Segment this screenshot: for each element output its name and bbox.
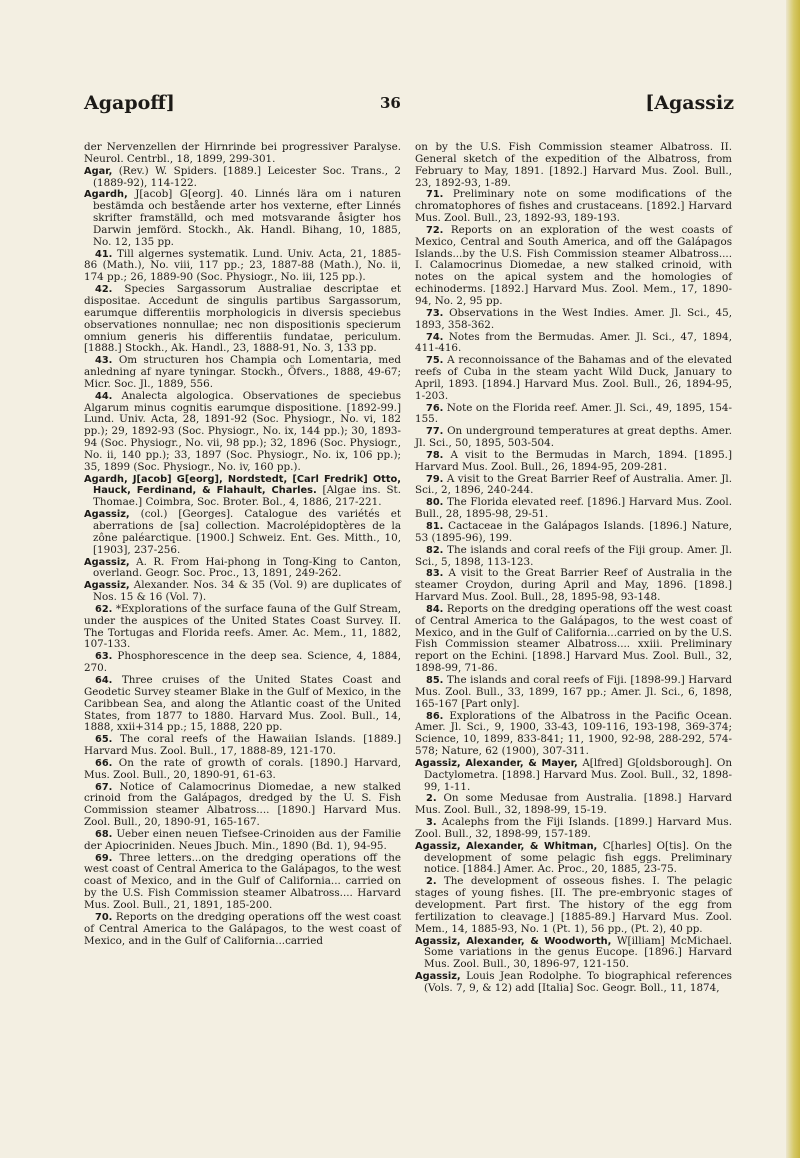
- entry-text: A. R. From Hai-phong in Tong-King to Canton, overland. Geogr. Soc. Proc., 13, 1891, 249-262.: [93, 555, 401, 580]
- entry-author: Agardh, J[acob] G[eorg], Nordstedt, [Carl Fredrik] Otto, Hauck, Ferdinand, & Flahault, Charles.: [84, 473, 401, 497]
- bibliography-entry: [84, 166, 401, 190]
- page-edge: [786, 0, 800, 1158]
- entry-number: 71.: [426, 189, 444, 201]
- entry-number: 75.: [426, 355, 444, 367]
- bibliography-entry: [84, 758, 401, 782]
- bibliography-entry: [415, 793, 732, 817]
- entry-number: 76.: [426, 402, 444, 414]
- entry-author: Agassiz,: [84, 580, 130, 592]
- bibliography-entry: [84, 912, 401, 948]
- bibliography-entry: [84, 284, 401, 355]
- entry-author: Agassiz, Alexander, & Mayer,: [415, 757, 578, 769]
- entry-text: [Algae ins. St. Thomae.] Coimbra, Soc. Broter. Bol., 4, 1886, 217-221.: [93, 484, 401, 509]
- bibliography-entry: [415, 841, 732, 877]
- running-head-left: Agapoff]: [84, 92, 175, 114]
- bibliography-entry: [84, 829, 401, 853]
- entry-number: 44.: [95, 390, 113, 402]
- entry-text: On underground temperatures at great depths. Amer. Jl. Sci., 50, 1895, 503-504.: [415, 425, 732, 450]
- entry-number: 81.: [426, 521, 444, 532]
- entry-text: A visit to the Bermudas in March, 1894. [1895.] Harvard Mus. Zool. Bull., 26, 1894-95, 209-281.: [415, 448, 732, 473]
- entry-text: The development of osseous fishes. I. The pelagic stages of young fishes. [II. The pre-embryonic stages of development. Part first. The history of the egg from fertilization to cleavage.] [1885-89.] Harvard Mus. Zool. Mem., 14, 1885-93, No. 1 (Pt. 1), 56 pp., (Pt. 2), 40 pp.: [415, 875, 732, 935]
- bibliography-entry: [84, 782, 401, 829]
- bibliography-entry: [84, 580, 401, 604]
- entry-number: 2.: [426, 793, 437, 805]
- entry-text: A reconnoissance of the Bahamas and of the elevated reefs of Cuba in the steam yacht Wild Duck, January to April, 1893. [1894.] Harvard Mus. Zool. Bull., 26, 1894-95, 1-203.: [415, 354, 732, 402]
- entry-text: The coral reefs of the Hawaiian Islands. [1889.] Harvard Mus. Zool. Bull., 17, 1888-89, 121-170.: [84, 733, 401, 758]
- entry-text: The islands and coral reefs of the Fiji group. Amer. Jl. Sci., 5, 1898, 113-123.: [415, 543, 732, 568]
- entry-text: Explorations of the Albatross in the Pacific Ocean. Amer. Jl. Sci., 9, 1900, 33-43, 109-116, 193-198, 369-374; Science, 10, 1899, 833-841; 11, 1900, 92-98, 288-292, 574-578; Nature, 62 (1900), 307-311.: [415, 709, 732, 758]
- entry-author: Agassiz,: [84, 509, 130, 521]
- entry-author: Agassiz, Alexander, & Woodworth,: [415, 935, 612, 947]
- entry-number: 86.: [426, 710, 444, 722]
- bibliography-entry: [84, 651, 401, 675]
- bibliography-entry: [415, 604, 732, 675]
- entry-number: 3.: [426, 817, 437, 829]
- bibliography-entry: [415, 189, 732, 225]
- entry-number: 65.: [95, 734, 113, 746]
- entry-number: 77.: [426, 426, 444, 438]
- entry-text: Reports on an exploration of the west coasts of Mexico, Central and South America, and off the Galápagos Islands...by the U.S. Fish Commission steamer Albatross.... I. Calamocrinus Diomedae, a new stalked crinoid, with notes on the apical system and the homologies of echinoderms. [1892.] Harvard Mus. Zool. Mem., 17, 1890-94, No. 2, 95 pp.: [415, 223, 732, 307]
- bibliography-entry: [84, 853, 401, 912]
- entry-text: Louis Jean Rodolphe. To biographical references (Vols. 7, 9, & 12) add [Italia] Soc. Geogr. Boll., 11, 1874,: [424, 970, 732, 994]
- entry-text: (col.) [Georges]. Catalogue des variétés et aberrations de [sa] collection. Macrolépidoptères de la zône paléarctique. [1900.] Schweiz. Ent. Ges. Mitth., 10, [1903], 237-256.: [93, 508, 401, 556]
- entry-text: *Explorations of the surface fauna of the Gulf Stream, under the auspices of the United States Coast Survey. II. The Tortugas and Florida reefs. Amer. Ac. Mem., 11, 1882, 107-133.: [84, 602, 401, 651]
- bibliography-entry: [415, 308, 732, 332]
- entry-author: Agar,: [84, 165, 113, 177]
- entry-text: Three letters...on the dredging operations off the west coast of Central America to the Galápagos, to the west coast of Mexico, and in the Gulf of California... carried on by the U.S. Fish Commission steamer Albatross.... Harvard Mus. Zool. Bull., 21, 1891, 185-200.: [84, 851, 401, 911]
- bibliography-entry: [415, 142, 732, 189]
- entry-text: Cactaceae in the Galápagos Islands. [1896.] Nature, 53 (1895-96), 199.: [415, 520, 732, 544]
- bibliography-entry: [84, 249, 401, 285]
- entry-number: 70.: [95, 911, 113, 923]
- entry-number: 85.: [426, 674, 444, 686]
- bibliography-entry: [415, 971, 732, 995]
- left-column: [84, 142, 401, 947]
- entry-text: Note on the Florida reef. Amer. Jl. Sci., 49, 1895, 154-155.: [415, 401, 732, 426]
- entry-number: 68.: [95, 828, 113, 840]
- entry-author: Agassiz,: [415, 971, 461, 983]
- entry-number: 79.: [426, 473, 444, 485]
- entry-text: Three cruises of the United States Coast and Geodetic Survey steamer Blake in the Gulf of Mexico, in the Caribbean Sea, and along the Atlantic coast of the United States, from 1877 to 1880. Harvard Mus. Zool. Bull., 14, 1888, xxii+314 pp.; 15, 1888, 220 pp.: [84, 673, 402, 734]
- running-head-right: [Agassiz: [645, 92, 734, 114]
- bibliography-entry: [415, 568, 732, 604]
- entry-number: 63.: [95, 651, 113, 663]
- bibliography-entry: [415, 711, 732, 758]
- bibliography-entry: [84, 675, 401, 734]
- entry-number: 64.: [95, 674, 113, 686]
- entry-text: W[illiam] McMichael. Some variations in the genus Eucope. [1896.] Harvard Mus. Zool. Bull., 30, 1896-97, 121-150.: [424, 934, 732, 971]
- entry-number: 78.: [426, 449, 444, 461]
- entry-text: on by the U.S. Fish Commission steamer Albatross. II. General sketch of the expedition of the Albatross, from February to May, 1891. [1892.] Harvard Mus. Zool. Bull., 23, 1892-93, 1-89.: [415, 141, 732, 189]
- right-column: [415, 142, 732, 995]
- entry-author: Agardh,: [84, 189, 128, 201]
- entry-text: J[acob] G[eorg]. 40. Linnés lära om i naturen bestämda och bestående arter hos vexterne, efter Linnés skrifter framställd, och med motsvarande åsigter hos Darwin jemförd. Stockh., Ak. Handl. Bihang, 10, 1885, No. 12, 135 pp.: [93, 188, 401, 248]
- entry-text: Observations in the West Indies. Amer. Jl. Sci., 45, 1893, 358-362.: [415, 306, 732, 331]
- entry-number: 80.: [426, 497, 444, 509]
- entry-number: 42.: [95, 284, 113, 296]
- bibliography-entry: [415, 817, 732, 841]
- entry-text: On some Medusae from Australia. [1898.] Harvard Mus. Zool. Bull., 32, 1898-99, 15-19.: [415, 792, 732, 817]
- bibliography-entry: [84, 355, 401, 391]
- bibliography-entry: [415, 474, 732, 498]
- entry-text: Reports on the dredging operations off the west coast of Central America to the Galápagos, to the west coast of Mexico, and in the Gulf of California...carried: [84, 910, 401, 947]
- bibliography-entry: [415, 758, 732, 794]
- entry-text: C[harles] O[tis]. On the development of some pelagic fish eggs. Preliminary notice. [1884.] Amer. Ac. Proc., 20, 1885, 23-75.: [424, 839, 733, 876]
- entry-text: Notes from the Bermudas. Amer. Jl. Sci., 47, 1894, 411-416.: [415, 330, 732, 355]
- page-header: [84, 92, 734, 126]
- bibliography-entry: [415, 497, 732, 521]
- entry-number: 43.: [95, 355, 113, 367]
- entry-text: Phosphorescence in the deep sea. Science, 4, 1884, 270.: [84, 650, 402, 675]
- entry-text: Om structuren hos Champia och Lomentaria, med anledning af nyare tyningar. Stockh., Öfvers., 1888, 49-67; Micr. Soc. Jl., 1889, 556.: [84, 354, 401, 390]
- entry-number: 66.: [95, 757, 113, 769]
- bibliography-entry: [415, 426, 732, 450]
- bibliography-entry: [84, 142, 401, 166]
- entry-number: 62.: [95, 603, 113, 615]
- bibliography-entry: [84, 509, 401, 556]
- entry-text: A visit to the Great Barrier Reef of Australia in the steamer Croydon, during April and May, 1896. [1898.] Harvard Mus. Zool. Bull., 28, 1895-98, 93-148.: [415, 567, 732, 604]
- entry-number: 82.: [426, 544, 444, 556]
- bibliography-entry: [415, 450, 732, 474]
- entry-text: Preliminary note on some modifications of the chromatophores of fishes and crustaceans. [1892.] Harvard Mus. Zool. Bull., 23, 1892-93, 189-193.: [415, 188, 732, 225]
- entry-text: Notice of Calamocrinus Diomedae, a new stalked crinoid from the Galápagos, dredged by the U. S. Fish Commission steamer Albatross.... [1890.] Harvard Mus. Zool. Bull., 20, 1890-91, 165-167.: [84, 780, 401, 829]
- entry-number: 67.: [95, 781, 113, 793]
- bibliography-entry: [415, 876, 732, 935]
- bibliography-entry: [415, 675, 732, 711]
- entry-text: Acalephs from the Fiji Islands. [1899.] Harvard Mus. Zool. Bull., 32, 1898-99, 157-189.: [415, 816, 732, 840]
- entry-text: der Nervenzellen der Hirnrinde bei progressiver Paralyse. Neurol. Centrbl., 18, 1899, 299-301.: [84, 141, 401, 165]
- bibliography-entry: [84, 604, 401, 651]
- entry-author: Agassiz, Alexander, & Whitman,: [415, 840, 598, 852]
- bibliography-entry: [415, 936, 732, 972]
- entry-text: Till algernes systematik. Lund. Univ. Acta, 21, 1885-86 (Math.), No. viii, 117 pp.; 23, 1887-88 (Math.), No. ii, 174 pp.; 26, 1889-90 (Soc. Physiogr., No. iii, 125 pp.).: [84, 247, 401, 284]
- page-number: 36: [380, 94, 401, 112]
- entry-number: 69.: [95, 852, 113, 864]
- bibliography-entry: [415, 332, 732, 356]
- entry-text: A visit to the Great Barrier Reef of Australia. Amer. Jl. Sci., 2, 1896, 240-244.: [415, 472, 732, 497]
- entry-text: Ueber einen neuen Tiefsee-Crinoiden aus der Familie der Apiocriniden. Neues Jbuch. Min., 1890 (Bd. 1), 94-95.: [84, 827, 401, 852]
- entry-text: Alexander. Nos. 34 & 35 (Vol. 9) are duplicates of Nos. 15 & 16 (Vol. 7).: [93, 579, 401, 604]
- entry-text: Analecta algologica. Observationes de speciebus Algarum minus cognitis earumque dispositione. [1892-99.] Lund. Univ. Acta, 28, 1891-92 (Soc. Physiogr., No. vi, 182 pp.); 29, 1892-93 (Soc. Physiogr., No. ix, 144 pp.); 30, 1893-94 (Soc. Physiogr., No. vii, 98 pp.); 32, 1896 (Soc. Physiogr., No. ii, 140 pp.); 33, 1897 (Soc. Physiogr., No. ix, 106 pp.); 35, 1899 (Soc. Physiogr., No. iv, 160 pp.).: [84, 389, 401, 473]
- entry-number: 84.: [426, 603, 444, 615]
- entry-text: The Florida elevated reef. [1896.] Harvard Mus. Zool. Bull., 28, 1895-98, 29-51.: [415, 496, 732, 521]
- entry-number: 41.: [95, 248, 113, 260]
- bibliography-entry: [84, 557, 401, 581]
- bibliography-entry: [415, 545, 732, 569]
- bibliography-entry: [415, 355, 732, 402]
- entry-text: (Rev.) W. Spiders. [1889.] Leicester Soc. Trans., 2 (1889-92), 114-122.: [93, 164, 401, 189]
- entry-author: Agassiz,: [84, 556, 130, 568]
- bibliography-entry: [415, 403, 732, 427]
- entry-text: Reports on the dredging operations off the west coast of Central America to the Galápagos, to the west coast of Mexico, and in the Gulf of California...carried on by the U.S. Fish Commission steamer Albatross.... xxiii. Preliminary report on the Echini. [1898.] Harvard Mus. Zool. Bull., 32, 1898-99, 71-86.: [415, 602, 732, 675]
- bibliography-entry: [84, 391, 401, 474]
- entry-number: 74.: [426, 331, 444, 343]
- bibliography-entry: [84, 474, 401, 510]
- entry-number: 2.: [426, 876, 437, 888]
- bibliography-entry: [84, 734, 401, 758]
- entry-number: 83.: [426, 568, 444, 580]
- bibliography-entry: [415, 521, 732, 545]
- entry-text: A[lfred] G[oldsborough]. On Dactylometra. [1898.] Harvard Mus. Zool. Bull., 32, 1898-99, 1-11.: [424, 756, 733, 793]
- bibliography-entry: [84, 189, 401, 248]
- entry-number: 73.: [426, 307, 444, 319]
- entry-text: On the rate of growth of corals. [1890.] Harvard, Mus. Zool. Bull., 20, 1890-91, 61-63.: [84, 756, 401, 781]
- bibliography-entry: [415, 225, 732, 308]
- entry-number: 72.: [426, 224, 444, 236]
- entry-text: Species Sargassorum Australiae descriptae et dispositae. Accedunt de singulis partibus Sargassorum, earumque differentiis morphologicis in diversis speciebus observationes nonnullae; nec non dispositionis specierum omnium generis his differentiis fundatae, periculum. [1888.] Stockh., Ak. Handl., 23, 1888-91, No. 3, 133 pp.: [84, 283, 401, 355]
- entry-text: The islands and coral reefs of Fiji. [1898-99.] Harvard Mus. Zool. Bull., 33, 1899, 167 pp.; Amer. Jl. Sci., 6, 1898, 165-167 [Part only].: [415, 673, 733, 710]
